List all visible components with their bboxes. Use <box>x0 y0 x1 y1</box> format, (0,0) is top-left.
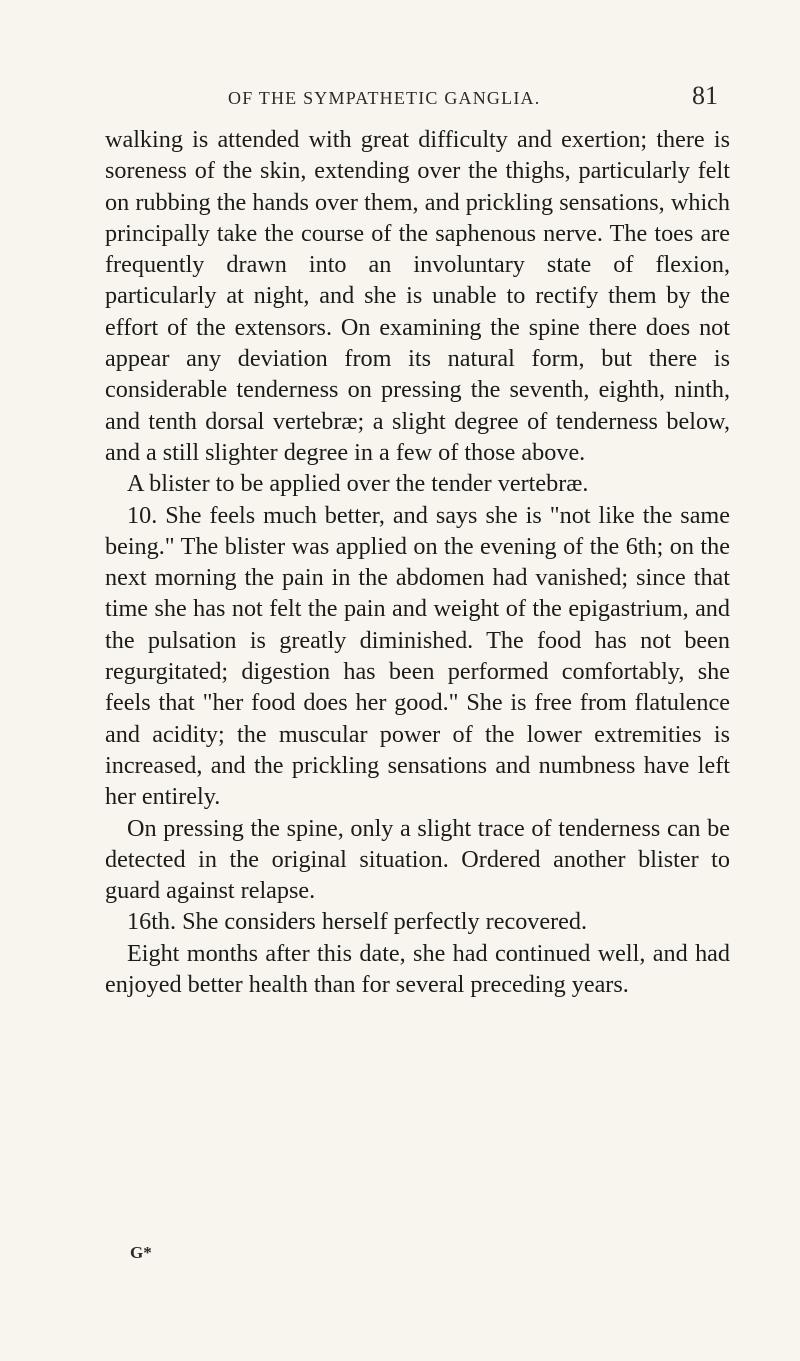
body-text <box>105 124 730 1000</box>
signature-mark: G* <box>130 1243 152 1262</box>
paragraph-eight-months: Eight months after this date, she had continued well, and had enjoyed better health than for several preceding years. <box>105 939 730 999</box>
paragraph-day-16: 16th. She considers herself perfectly recovered. <box>127 908 588 936</box>
page-number: 81 <box>692 81 718 110</box>
paragraph-continuation: walking is attended with great difficulty and exertion; there is soreness of the skin, extending over the thighs, particularly felt on rubbing the hands over them, and prickling sensations, which principally take the course of the saphenous nerve. The toes are frequently drawn into an involuntary state of flexion, particularly at night, and she is unable to rectify them by the effort of the extensors. On examining the spine there does not appear any deviation from its natural form, but there is considerable tenderness on pressing the seventh, eighth, ninth, and tenth dorsal vertebræ; a slight degree of tenderness below, and a still slighter degree in a few of those above. <box>105 126 730 466</box>
paragraph-blister-order: A blister to be applied over the tender vertebræ. <box>127 470 589 498</box>
running-head: OF THE SYMPATHETIC GANGLIA. <box>228 88 541 108</box>
paragraph-spine-pressing: On pressing the spine, only a slight trace of tenderness can be detected in the original situation. Ordered another blister to guard against relapse. <box>105 814 730 905</box>
paragraph-day-10: 10. She feels much better, and says she is "not like the same being." The blister was applied on the evening of the 6th; on the next morning the pain in the abdomen had vanished; since that time she has not felt the pain and weight of the epigastrium, and the pulsation is greatly diminished. The food has not been regurgitated; digestion has been performed comfortably, she feels that "her food does her good." She is free from flatulence and acidity; the muscular power of the lower extremities is increased, and the prickling sensations and numbness have left her entirely. <box>105 501 730 811</box>
